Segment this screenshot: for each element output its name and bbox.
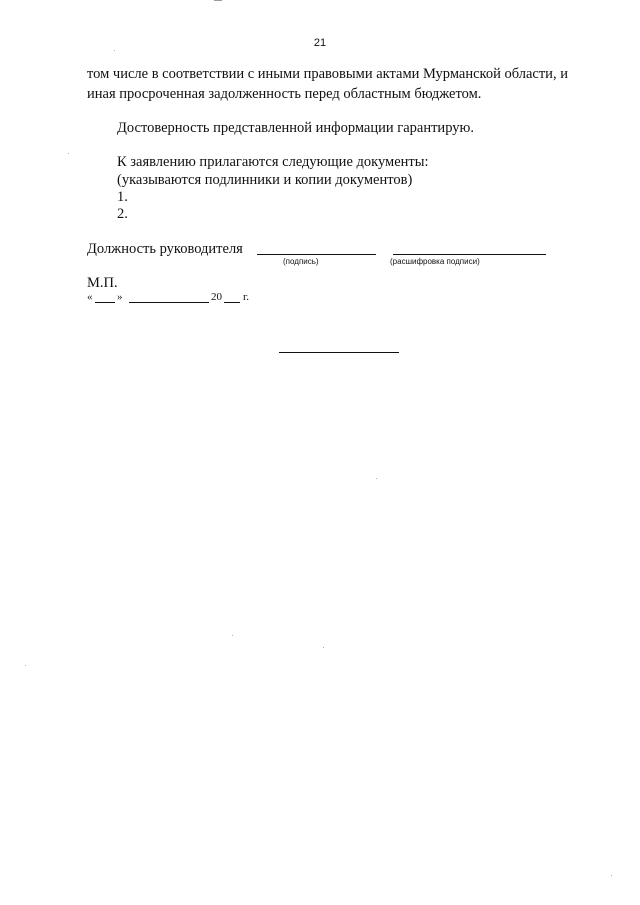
scan-speck: [611, 875, 612, 876]
attachments-note: (указываются подлинники и копии документов): [117, 172, 413, 188]
scan-speck: [376, 478, 377, 479]
date-open-quote: «: [87, 291, 93, 303]
scan-speck: [68, 153, 69, 154]
continuation-line-1: том числе в соответствии с иными правовыми актами Мурманской области, и: [87, 66, 568, 82]
attachments-intro: К заявлению прилагаются следующие документы:: [117, 154, 429, 170]
date-year-suffix: г.: [243, 291, 250, 303]
continuation-line-2: иная просроченная задолженность перед областным бюджетом.: [87, 86, 482, 102]
scan-mark: [214, 0, 222, 1]
page-number: 21: [313, 37, 327, 49]
date-year-prefix: 20: [211, 291, 222, 303]
scan-speck: [114, 50, 115, 51]
seal-label: М.П.: [87, 275, 118, 291]
signature-decoding-caption: (расшифровка подписи): [390, 257, 480, 266]
date-year-line: [224, 302, 240, 303]
signature-caption: (подпись): [283, 257, 319, 266]
date-day-line: [95, 302, 115, 303]
signature-decoding-line: [393, 254, 546, 255]
end-separator-line: [279, 352, 399, 353]
scan-speck: [232, 635, 233, 636]
scan-speck: [25, 665, 26, 666]
date-close-quote: »: [117, 291, 123, 303]
attachment-item-1: 1.: [117, 189, 128, 205]
date-month-line: [129, 302, 209, 303]
signature-line: [257, 254, 376, 255]
guarantee-statement: Достоверность представленной информации гарантирую.: [117, 120, 474, 136]
attachment-item-2: 2.: [117, 206, 128, 222]
position-label: Должность руководителя: [87, 241, 243, 257]
scan-speck: [323, 647, 324, 648]
